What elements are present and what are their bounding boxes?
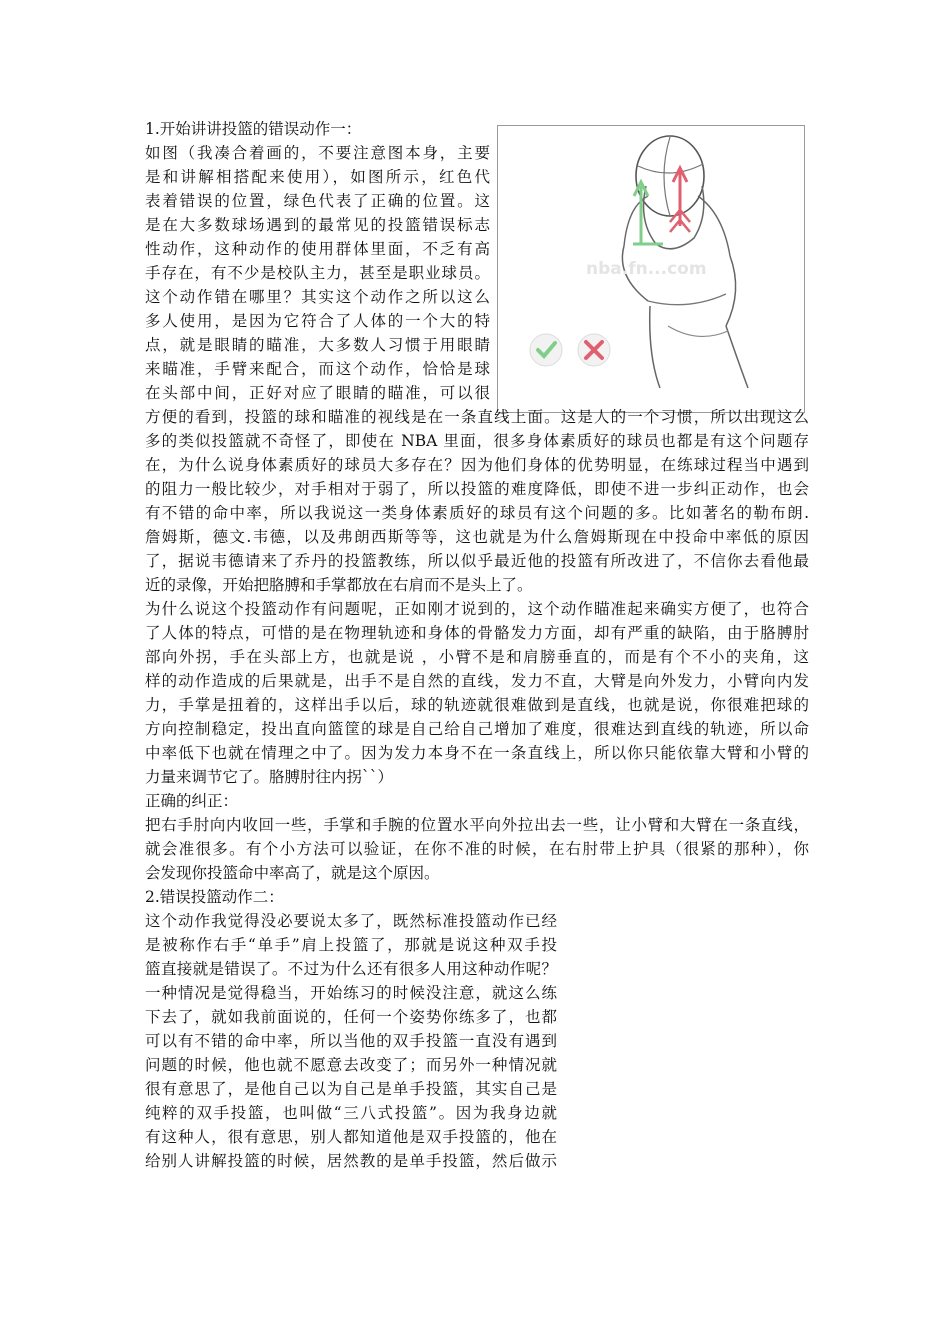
- paragraph-line: 在，为什么说身体素质好的球员大多存在？因为他们身体的优势明显，在练球过程当中遇到: [145, 456, 809, 474]
- paragraph-line: 的阻力一般比较少，对手相对于弱了，所以投篮的难度降低，即使不进一步纠正动作，也会: [145, 480, 809, 498]
- paragraph-line: 这个动作我觉得没必要说太多了，既然标准投篮动作已经: [145, 912, 557, 930]
- watermark-text: nba.fn...com: [586, 259, 707, 279]
- paragraph-line: 多的类似投篮就不奇怪了，即使在 NBA 里面，很多身体素质好的球员也都是有这个问题存: [145, 432, 809, 450]
- paragraph-line: 会发现你投篮命中率高了，就是这个原因。: [145, 864, 440, 882]
- paragraph-line: 纯粹的双手投篮，也叫做“三八式投篮”。因为我身边就: [145, 1104, 557, 1122]
- subheading-correction: 正确的纠正：: [145, 792, 239, 810]
- paragraph-line: 很有意思了，是他自己以为自己是单手投篮，其实自己是: [145, 1080, 557, 1098]
- cross-icon: [578, 334, 610, 366]
- paragraph-line: 下去了，就如我前面说的，任何一个姿势你练多了，也都: [145, 1008, 557, 1026]
- section-heading-2: 2.错误投篮动作二：: [145, 888, 284, 906]
- paragraph-line: 这个动作错在哪里？其实这个动作之所以这么: [145, 288, 490, 306]
- paragraph-line: 表着错误的位置，绿色代表了正确的位置。这: [145, 192, 490, 210]
- section-heading-1: 1.开始讲讲投篮的错误动作一：: [145, 120, 362, 138]
- paragraph-line: 点，就是眼睛的瞄准，大多数人习惯于用眼睛: [145, 336, 490, 354]
- paragraph-line: 手存在，有不少是校队主力，甚至是职业球员。: [145, 264, 490, 282]
- paragraph-line: 样的动作造成的后果就是，出手不是自然的直线，发力不直，大臂是向外发力，小臂向内发: [145, 672, 809, 690]
- paragraph-line: 近的录像，开始把胳膊和手掌都放在右肩而不是头上了。: [145, 576, 533, 594]
- paragraph-line: 力，手掌是扭着的，这样出手以后，球的轨迹就很难做到是直线，也就是说，你很难把球的: [145, 696, 809, 714]
- check-icon: [530, 334, 562, 366]
- paragraph-line: 为什么说这个投篮动作有问题呢，正如刚才说到的，这个动作瞄准起来确实方便了，也符合: [145, 600, 809, 618]
- shooting-form-illustration: [497, 125, 805, 413]
- paragraph-line: 在头部中间，正好对应了眼睛的瞄准，可以很: [145, 384, 490, 402]
- paragraph-line: 一种情况是觉得稳当，开始练习的时候没注意，就这么练: [145, 984, 557, 1002]
- paragraph-line: 是在大多数球场遇到的最常见的投篮错误标志: [145, 216, 490, 234]
- paragraph-line: 是和讲解相搭配来使用），如图所示，红色代: [145, 168, 490, 186]
- paragraph-line: 就会准很多。有个小方法可以验证，在你不准的时候，在右肘带上护具（很紧的那种），你: [145, 840, 809, 858]
- paragraph-line: 把右手肘向内收回一些，手掌和手腕的位置水平向外拉出去一些，让小臂和大臂在一条直线，: [145, 816, 809, 834]
- paragraph-line: 了，据说韦德请来了乔丹的投篮教练，所以似乎最近他的投篮有所改进了，不信你去看他最: [145, 552, 809, 570]
- paragraph-line: 詹姆斯，德文.韦德，以及弗朗西斯等等，这也就是为什么詹姆斯现在中投命中率低的原因: [145, 528, 809, 546]
- paragraph-line: 力量来调节它了。胳膊肘往内拐``）: [145, 768, 394, 786]
- paragraph-line: 问题的时候，他也就不愿意去改变了；而另外一种情况就: [145, 1056, 557, 1074]
- paragraph-line: 了人体的特点，可惜的是在物理轨迹和身体的骨骼发力方面，却有严重的缺陷，由于胳膊肘: [145, 624, 809, 642]
- paragraph-line: 可以有不错的命中率，所以当他的双手投篮一直没有遇到: [145, 1032, 557, 1050]
- paragraph-line: 来瞄准，手臂来配合，而这个动作，恰恰是球: [145, 360, 490, 378]
- player-sketch-drawing: [498, 126, 804, 412]
- paragraph-line: 有这种人，很有意思，别人都知道他是双手投篮的，他在: [145, 1128, 557, 1146]
- paragraph-line: 篮直接就是错误了。不过为什么还有很多人用这种动作呢？: [145, 960, 557, 978]
- paragraph-line: 中率低下也就在情理之中了。因为发力本身不在一条直线上，所以你只能依靠大臂和小臂的: [145, 744, 809, 762]
- paragraph-line: 多人使用，是因为它符合了人体的一个大的特: [145, 312, 490, 330]
- paragraph-line: 如图（我凑合着画的，不要注意图本身，主要: [145, 144, 490, 162]
- paragraph-line: 有不错的命中率，所以我说这一类身体素质好的球员有这个问题的多。比如著名的勒布朗.: [145, 504, 809, 522]
- paragraph-line: 部向外拐，手在头部上方，也就是说 ，小臂不是和肩膀垂直的，而是有个不小的夹角，这: [145, 648, 809, 666]
- paragraph-line: 方向控制稳定，投出直向篮筐的球是自己给自己增加了难度，很难达到直线的轨迹，所以命: [145, 720, 809, 738]
- paragraph-line: 性动作，这种动作的使用群体里面，不乏有高: [145, 240, 490, 258]
- paragraph-line: 方便的看到，投篮的球和瞄准的视线是在一条直线上面。这是人的一个习惯，所以出现这么: [145, 408, 809, 426]
- paragraph-line: 给别人讲解投篮的时候，居然教的是单手投篮，然后做示: [145, 1152, 557, 1170]
- basketball-sketch: [636, 136, 704, 216]
- paragraph-line: 是被称作右手“单手”肩上投篮了，那就是说这种双手投: [145, 936, 557, 954]
